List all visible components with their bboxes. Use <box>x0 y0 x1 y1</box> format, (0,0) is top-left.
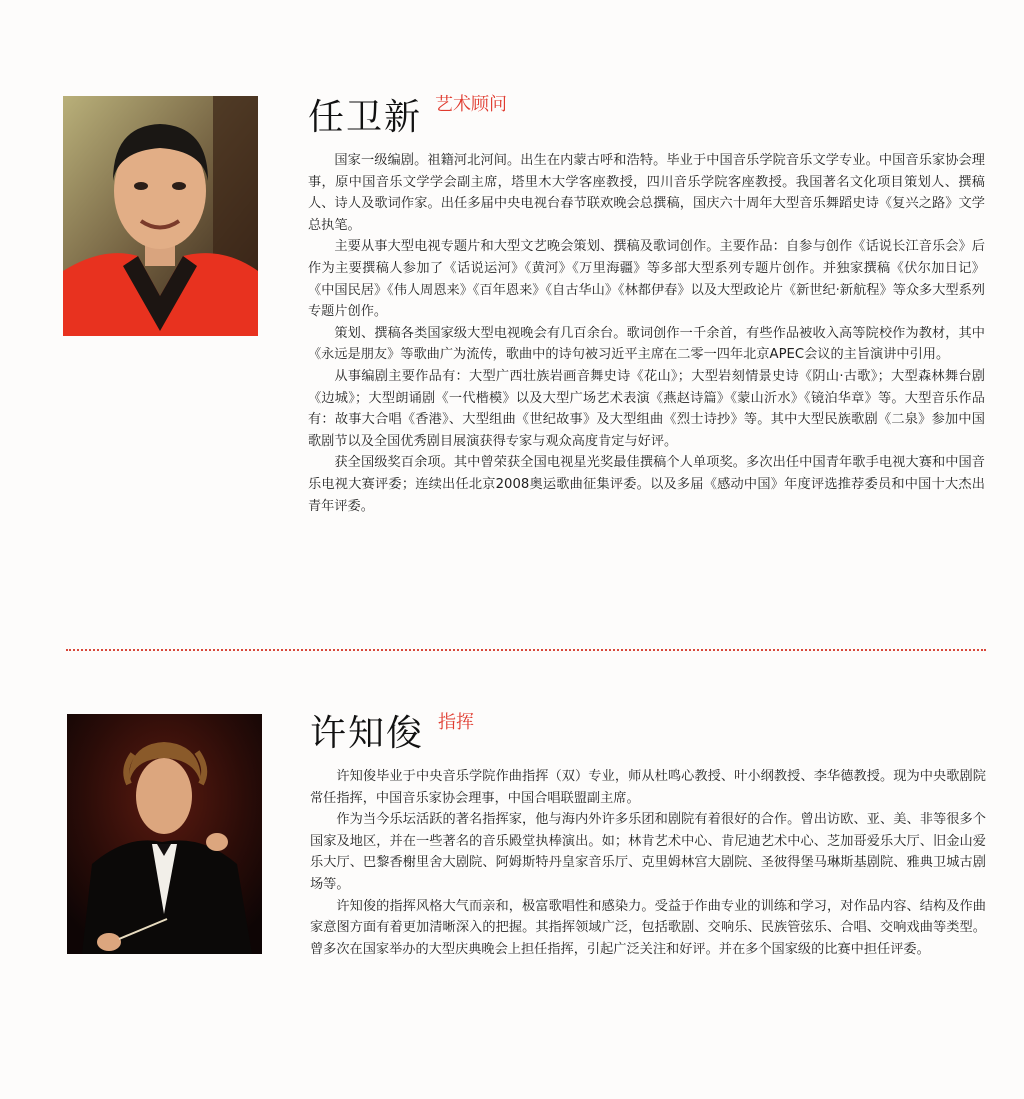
bio-paragraph: 主要从事大型电视专题片和大型文艺晚会策划、撰稿及歌词创作。主要作品：自参与创作《话说长江音乐会》后作为主要撰稿人参加了《话说运河》《黄河》《万里海疆》等多部大型系列专题片创作。并独家撰稿《伏尔加日记》《中国民居》《伟人周恩来》《百年恩来》《自古华山》《林都伊春》以及大型政论片《新世纪·新航程》等众多大型系列专题片创作。 <box>308 239 985 320</box>
profile-role: 指挥 <box>438 712 474 733</box>
bio-paragraph: 许知俊的指挥风格大气而亲和，极富歌唱性和感染力。受益于作曲专业的训练和学习，对作品内容、结构及作曲家意图方面有着更加清晰深入的把握。其指挥领域广泛，包括歌剧、交响乐、民族管弦乐、合唱、交响戏曲等类型。曾多次在国家举办的大型庆典晚会上担任指挥，引起广泛关注和好评。并在多个国家级的比赛中担任评委。 <box>310 898 986 957</box>
bio-paragraph: 策划、撰稿各类国家级大型电视晚会有几百余台。歌词创作一千余首，有些作品被收入高等院校作为教材，其中《永远是朋友》等歌曲广为流传，歌曲中的诗句被习近平主席在二零一四年北京APEC会议的主旨演讲中引用。 <box>308 325 985 363</box>
profile-name: 任卫新 <box>308 97 423 138</box>
bio-paragraph: 国家一级编剧。祖籍河北河间。出生在内蒙古呼和浩特。毕业于中国音乐学院音乐文学专业。中国音乐家协会理事，原中国音乐文学学会副主席，塔里木大学客座教授，四川音乐学院客座教授。我国著名文化项目策划人、撰稿人、诗人及歌词作家。出任多届中央电视台春节联欢晚会总撰稿，国庆六十周年大型音乐舞蹈史诗《复兴之路》文学总执笔。 <box>308 153 985 233</box>
profile-name: 许知俊 <box>310 713 425 754</box>
profile-photo-xu-zhijun <box>67 714 262 954</box>
profile-role: 艺术顾问 <box>435 94 507 115</box>
bio-paragraph: 获全国级奖百余项。其中曾荣获全国电视星光奖最佳撰稿个人单项奖。多次出任中国青年歌手电视大赛和中国音乐电视大赛评委；连续出任北京2008奥运歌曲征集评委。以及多届《感动中国》年度评选推荐委员和中国十大杰出青年评委。 <box>308 455 985 514</box>
bio-paragraph: 从事编剧主要作品有：大型广西壮族岩画音舞史诗《花山》；大型岩刻情景史诗《阴山·古歌》；大型森林舞台剧《边城》；大型朗诵剧《一代楷模》以及大型广场艺术表演《燕赵诗篇》《蒙山沂水》《镜泊华章》等。大型音乐作品有：故事大合唱《香港》、大型组曲《世纪故事》及大型组曲《烈士诗抄》等。其中大型民族歌剧《二泉》参加中国歌剧节以及全国优秀剧目展演获得专家与观众高度肯定与好评。 <box>308 368 985 449</box>
section-divider <box>66 649 986 651</box>
portrait-image <box>63 96 258 336</box>
bio-paragraph: 作为当今乐坛活跃的著名指挥家，他与海内外许多乐团和剧院有着很好的合作。曾出访欧、亚、美、非等很多个国家及地区，并在一些著名的音乐殿堂执棒演出。如；林肯艺术中心、肯尼迪艺术中心、芝加哥爱乐大厅、旧金山爱乐大厅、巴黎香榭里舍大剧院、阿姆斯特丹皇家音乐厅、克里姆林宫大剧院、圣彼得堡马琳斯基剧院、雅典卫城古剧场等。 <box>310 812 986 892</box>
profile-bio <box>308 150 985 517</box>
bio-paragraph: 许知俊毕业于中央音乐学院作曲指挥（双）专业，师从杜鸣心教授、叶小纲教授、李华德教授。现为中央歌剧院常任指挥，中国音乐家协会理事，中国合唱联盟副主席。 <box>310 769 986 806</box>
profile-photo-ren-weixin <box>63 96 258 336</box>
portrait-image <box>67 714 262 954</box>
profile-bio <box>310 766 986 960</box>
